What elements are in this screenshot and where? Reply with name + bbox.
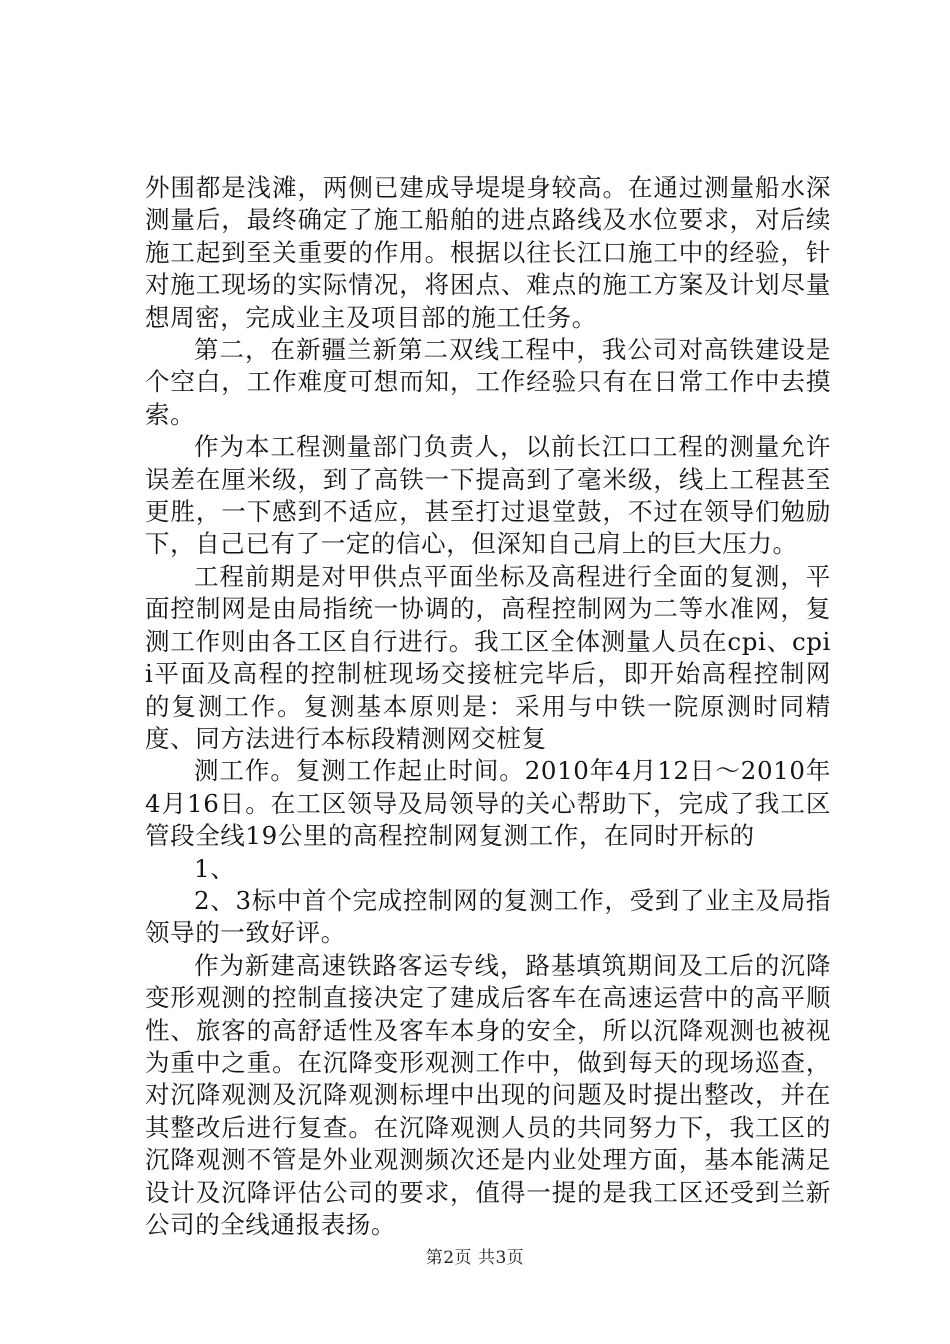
paragraph-3: 作为本工程测量部门负责人，以前长江口工程的测量允许误差在厘米级，到了高铁一下提高到了毫米级，线上工程甚至更胜，一下感到不适应，甚至打过退堂鼓，不过在领导们勉励下，自己已有了一定的信心，但深知自己肩上的巨大压力。	[145, 432, 831, 559]
paragraph-2: 第二，在新疆兰新第二双线工程中，我公司对高铁建设是个空白，工作难度可想而知，工作经验只有在日常工作中去摸索。	[145, 335, 831, 429]
document-body	[145, 172, 831, 1241]
paragraph-6: 1、	[194, 853, 236, 883]
page-footer: 第2页 共3页	[425, 1248, 525, 1268]
paragraph-4: 工程前期是对甲供点平面坐标及高程进行全面的复测，平面控制网是由局指统一协调的，高程控制网为二等水准网，复测工作则由各工区自行进行。我工区全体测量人员在cpi、cpii平面及高程的控制桩现场交接桩完毕后，即开始高程控制网的复测工作。复测基本原则是：采用与中铁一院原测时同精度、同方法进行本标段精测网交桩复	[145, 561, 831, 753]
paragraph-5: 测工作。复测工作起止时间。2010年4月12日～2010年4月16日。在工区领导及局领导的关心帮助下，完成了我工区管段全线19公里的高程控制网复测工作，在同时开标的	[145, 756, 831, 851]
paragraph-8: 作为新建高速铁路客运专线，路基填筑期间及工后的沉降变形观测的控制直接决定了建成后客车在高速运营中的高平顺性、旅客的高舒适性及客车本身的安全，所以沉降观测也被视为重中之重。在沉降变形观测工作中，做到每天的现场巡查，对沉降观测及沉降观测标埋中出现的问题及时提出整改，并在其整改后进行复查。在沉降观测人员的共同努力下，我工区的沉降观测不管是外业观测频次还是内业处理方面，基本能满足设计及沉降评估公司的要求，值得一提的是我工区还受到兰新公司的全线通报表扬。	[145, 950, 831, 1239]
paragraph-7: 2、3标中首个完成控制网的复测工作，受到了业主及局指领导的一致好评。	[145, 885, 831, 948]
paragraph-1: 外围都是浅滩，两侧已建成导堤堤身较高。在通过测量船水深测量后，最终确定了施工船舶的进点路线及水位要求，对后续施工起到至关重要的作用。根据以往长江口施工中的经验，针对施工现场的实际情况，将困点、难点的施工方案及计划尽量想周密，完成业主及项目部的施工任务。	[145, 173, 831, 332]
